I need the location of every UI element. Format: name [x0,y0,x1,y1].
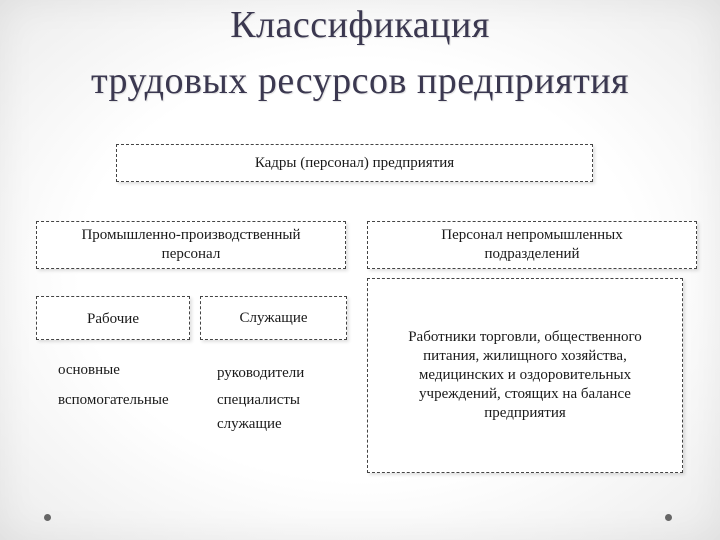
nonindustrial-detail-label: Работники торговли, общественного питания, жилищного хозяйства, медицинских и оздоровительных учреждений, стоящих на балансе предприятия [408,329,642,421]
slide-nav-dot-left [44,514,51,521]
employee-type-managers: руководители [217,365,305,381]
root-node-label: Кадры (персонал) предприятия [254,155,455,171]
worker-type-main: основные [58,362,120,378]
title-line-2: трудовых ресурсов предприятия [90,60,630,102]
employees-label: Служащие [239,309,308,326]
employee-type-specialists: специалисты [217,392,300,408]
employees-node [200,296,347,340]
industrial-personnel-label: Промышленно-производственный персонал [81,227,301,262]
worker-type-auxiliary: вспомогательные [58,392,169,408]
root-node [116,144,593,182]
industrial-personnel-node [36,221,346,269]
workers-node [36,296,190,340]
workers-label: Рабочие [87,311,139,327]
nonindustrial-personnel-label: Персонал непромышленных подразделений [441,227,623,262]
slide-nav-dot-right [665,514,672,521]
title-line-1: Классификация [230,4,490,46]
employee-type-clerks: служащие [217,416,282,432]
nonindustrial-personnel-node [367,221,697,269]
nonindustrial-detail-node [367,278,683,473]
